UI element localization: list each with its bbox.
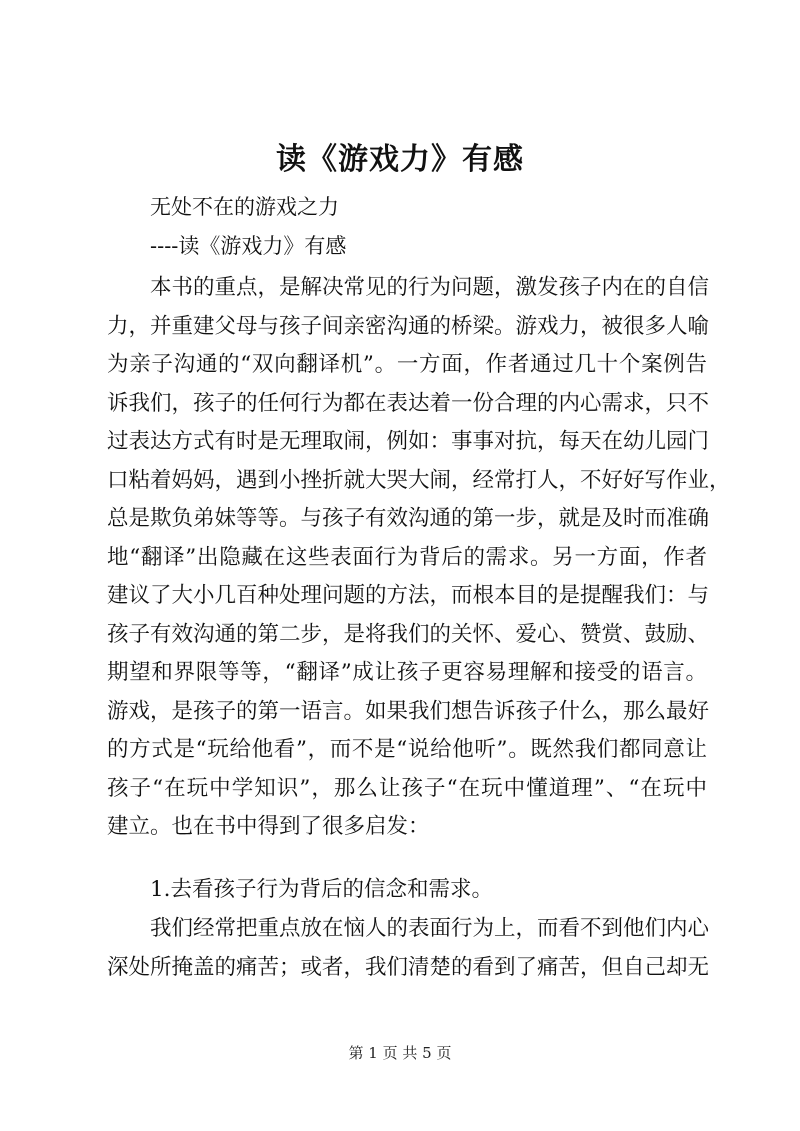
subtitle-primary: 无处不在的游戏之力: [150, 195, 339, 219]
paragraph-line: 过表达方式有时是无理取闹，例如：事事对抗，每天在幼儿园门: [107, 429, 710, 454]
paragraph-line: 深处所掩盖的痛苦；或者，我们清楚的看到了痛苦，但自己却无: [107, 954, 710, 980]
paragraph-line: 建立。也在书中得到了很多启发：: [107, 814, 430, 839]
paragraph-line: 总是欺负弟妹等等。与孩子有效沟通的第一步，就是及时而准确: [107, 506, 710, 531]
document-title: 读《游戏力》有感: [276, 142, 524, 177]
paragraph-line: 游戏，是孩子的第一语言。如果我们想告诉孩子什么，那么最好: [107, 698, 710, 724]
list-item-text: 1.去看孩子行为背后的信念和需求。: [150, 877, 494, 902]
paragraph-line: 口粘着妈妈，遇到小挫折就大哭大闹，经常打人，不好好写作业，: [107, 467, 731, 493]
paragraph-main: [107, 269, 731, 847]
paragraph-line: 孩子“在玩中学知识”，那么让孩子“在玩中懂道理”、“在玩中: [107, 775, 707, 801]
paragraph-line: 为亲子沟通的“双向翻译机”。一方面，作者通过几十个案例告: [107, 352, 707, 377]
page-footer: 第 1 页 共 5 页: [348, 1044, 452, 1062]
paragraph-line: 我们经常把重点放在恼人的表面行为上，而看不到他们内心: [150, 916, 710, 941]
paragraph-line: 建议了大小几百种处理问题的方法，而根本目的是提醒我们：与: [107, 583, 710, 608]
paragraph-line: 诉我们，孩子的任何行为都在表达着一份合理的内心需求，只不: [107, 390, 710, 416]
paragraph-line: 期望和界限等等，“翻译”成让孩子更容易理解和接受的语言。: [107, 660, 707, 685]
list-item-1: [107, 871, 707, 910]
paragraph-line: 地“翻译”出隐藏在这些表面行为背后的需求。另一方面，作者: [107, 544, 707, 570]
subtitle-secondary: ----读《游戏力》有感: [150, 234, 347, 258]
paragraph-line: 的方式是“玩给他看”，而不是“说给他听”。既然我们都同意让: [107, 737, 707, 762]
paragraph-line: 孩子有效沟通的第二步，是将我们的关怀、爱心、赞赏、鼓励、: [107, 621, 710, 647]
paragraph-line: 本书的重点，是解决常见的行为问题，激发孩子内在的自信: [150, 275, 710, 300]
paragraph-second: [107, 910, 710, 987]
paragraph-line: 力，并重建父母与孩子间亲密沟通的桥梁。游戏力，被很多人喻: [107, 313, 710, 339]
